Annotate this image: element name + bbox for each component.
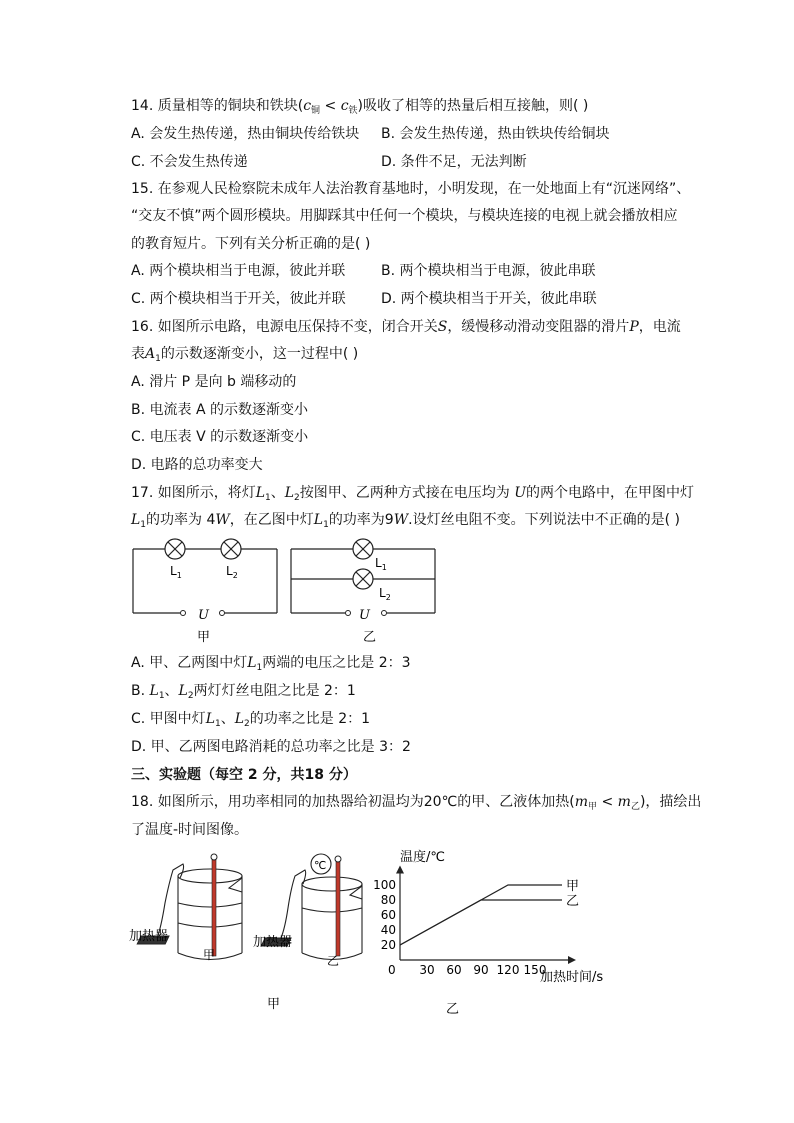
x-tick-label: 90 <box>473 963 489 977</box>
lamp-l2-icon <box>221 539 241 559</box>
label-l2: $L_2$ <box>226 564 238 580</box>
y-axis-arrow-icon <box>396 866 404 874</box>
q15-option-c: C. 两个模块相当于开关，彼此并联 <box>131 291 346 307</box>
terminal-icon <box>382 611 387 616</box>
thermometer-bulb-icon <box>335 856 341 862</box>
q17-stem-line2: $L_1$的功率为 4W，在乙图中灯$L_1$的功率为9W.设灯丝电阻不变。下列说法中不正确的是( ) <box>131 512 680 530</box>
thermometer-celsius-icon: ℃ <box>314 859 327 872</box>
x-tick-label: 30 <box>419 963 435 977</box>
thermometer-icon <box>336 860 340 956</box>
q16-stem-line1: 16. 如图所示电路，电源电压保持不变，闭合开关S，缓慢移动滑动变阻器的滑片P，电流 <box>131 319 681 335</box>
thermometer-icon <box>212 858 216 956</box>
x-axis-arrow-icon <box>568 956 576 964</box>
q15-option-b: B. 两个模块相当于电源，彼此串联 <box>381 263 596 279</box>
caption-yi: 乙 <box>446 1002 460 1017</box>
q16-option-a: A. 滑片 P 是向 b 端移动的 <box>131 374 297 390</box>
q15-stem-line2: “交友不慎”两个圆形模块。用脚踩其中任何一个模块，与模块连接的电视上就会播放相应 <box>131 208 678 224</box>
q17-option-d: D. 甲、乙两图电路消耗的总功率之比是 3：2 <box>131 739 411 755</box>
series-label: 乙 <box>566 894 580 909</box>
q16-option-c: C. 电压表 V 的示数逐渐变小 <box>131 429 309 445</box>
series-line <box>400 885 562 945</box>
q18-stem-line2: 了温度-时间图像。 <box>131 822 249 838</box>
y-tick-label: 100 <box>373 878 396 892</box>
y-tick-label: 20 <box>380 938 396 952</box>
thermometer-bulb-icon <box>211 854 217 860</box>
label-l2: $L_2$ <box>379 586 391 602</box>
chart-ylabel: 温度/℃ <box>400 850 445 865</box>
q15-option-a: A. 两个模块相当于电源，彼此并联 <box>131 263 346 279</box>
temperature-time-chart <box>370 843 620 1018</box>
series-label: 甲 <box>566 879 580 894</box>
series-line <box>400 900 562 945</box>
lamp-l1-icon <box>353 539 373 559</box>
terminal-icon <box>346 611 351 616</box>
q17-option-c: C. 甲图中灯$L_1$、$L_2$的功率之比是 2：1 <box>131 711 371 729</box>
q15-option-d: D. 两个模块相当于开关，彼此串联 <box>381 291 597 307</box>
terminal-icon <box>220 611 225 616</box>
y-tick-label: 40 <box>380 923 396 937</box>
label-u-left: U <box>198 608 209 623</box>
lamp-l2-icon <box>353 569 373 589</box>
q17-stem-line1: 17. 如图所示，将灯$L_1$、$L_2$按图甲、乙两种方式接在电压均为 U的两个电路中，在甲图中灯 <box>131 485 695 503</box>
x-tick-label: 120 <box>496 963 520 977</box>
q14-option-c: C. 不会发生热传递 <box>131 154 248 170</box>
q14-option-d: D. 条件不足，无法判断 <box>381 154 527 170</box>
q16-option-d: D. 电路的总功率变大 <box>131 457 263 473</box>
beaker-jia-icon <box>137 864 242 960</box>
series-circuit <box>133 549 277 613</box>
label-l1: $L_1$ <box>170 564 182 580</box>
liquid-jia-label: 甲 <box>203 948 216 962</box>
origin-label: 0 <box>388 963 396 977</box>
label-l1: $L_1$ <box>375 556 387 572</box>
q15-stem-line1: 15. 在参观人民检察院未成年人法治教育基地时，小明发现，在一处地面上有“沉迷网络”、 <box>131 181 691 197</box>
q14-option-b: B. 会发生热传递，热由铁块传给铜块 <box>381 126 610 142</box>
q18-beaker-figures <box>125 848 370 1018</box>
y-tick-label: 60 <box>380 908 396 922</box>
q14-option-a: A. 会发生热传递，热由铜块传给铁块 <box>131 126 360 142</box>
section-heading: 三、实验题（每空 2 分，共18 分） <box>131 767 357 783</box>
q17-option-b: B. $L_1$、$L_2$两灯灯丝电阻之比是 2：1 <box>131 683 356 701</box>
caption-yi: 乙 <box>363 630 377 645</box>
q16-option-b: B. 电流表 A 的示数逐渐变小 <box>131 402 308 418</box>
lamp-l1-icon <box>165 539 185 559</box>
q16-stem-line2: 表$A_1$的示数逐渐变小，这一过程中( ) <box>131 346 359 364</box>
label-u-right: U <box>359 608 370 623</box>
caption-jia: 甲 <box>197 630 211 645</box>
q14-stem: 14. 质量相等的铜块和铁块$(c_铜 < c_铁)$吸收了相等的热量后相互接触，则( ) <box>131 98 589 116</box>
caption-jia: 甲 <box>267 997 281 1012</box>
q17-option-a: A. 甲、乙两图中灯$L_1$两端的电压之比是 2：3 <box>131 655 411 673</box>
heater-label: 加热器 <box>129 929 169 944</box>
chart-xlabel: 加热时间/s <box>540 970 604 985</box>
q17-circuit-figures <box>125 535 445 650</box>
liquid-yi-label: 乙 <box>327 954 340 968</box>
x-tick-label: 150 <box>523 963 547 977</box>
q18-stem-line1: 18. 如图所示，用功率相同的加热器给初温均为20℃的甲、乙液体加热$(m_甲 < m_乙)$，描绘出 <box>131 794 702 812</box>
x-tick-label: 60 <box>446 963 462 977</box>
y-tick-label: 80 <box>380 893 396 907</box>
heater-label: 加热器 <box>253 935 293 950</box>
terminal-icon <box>181 611 186 616</box>
q15-stem-line3: 的教育短片。下列有关分析正确的是( ) <box>131 236 371 252</box>
